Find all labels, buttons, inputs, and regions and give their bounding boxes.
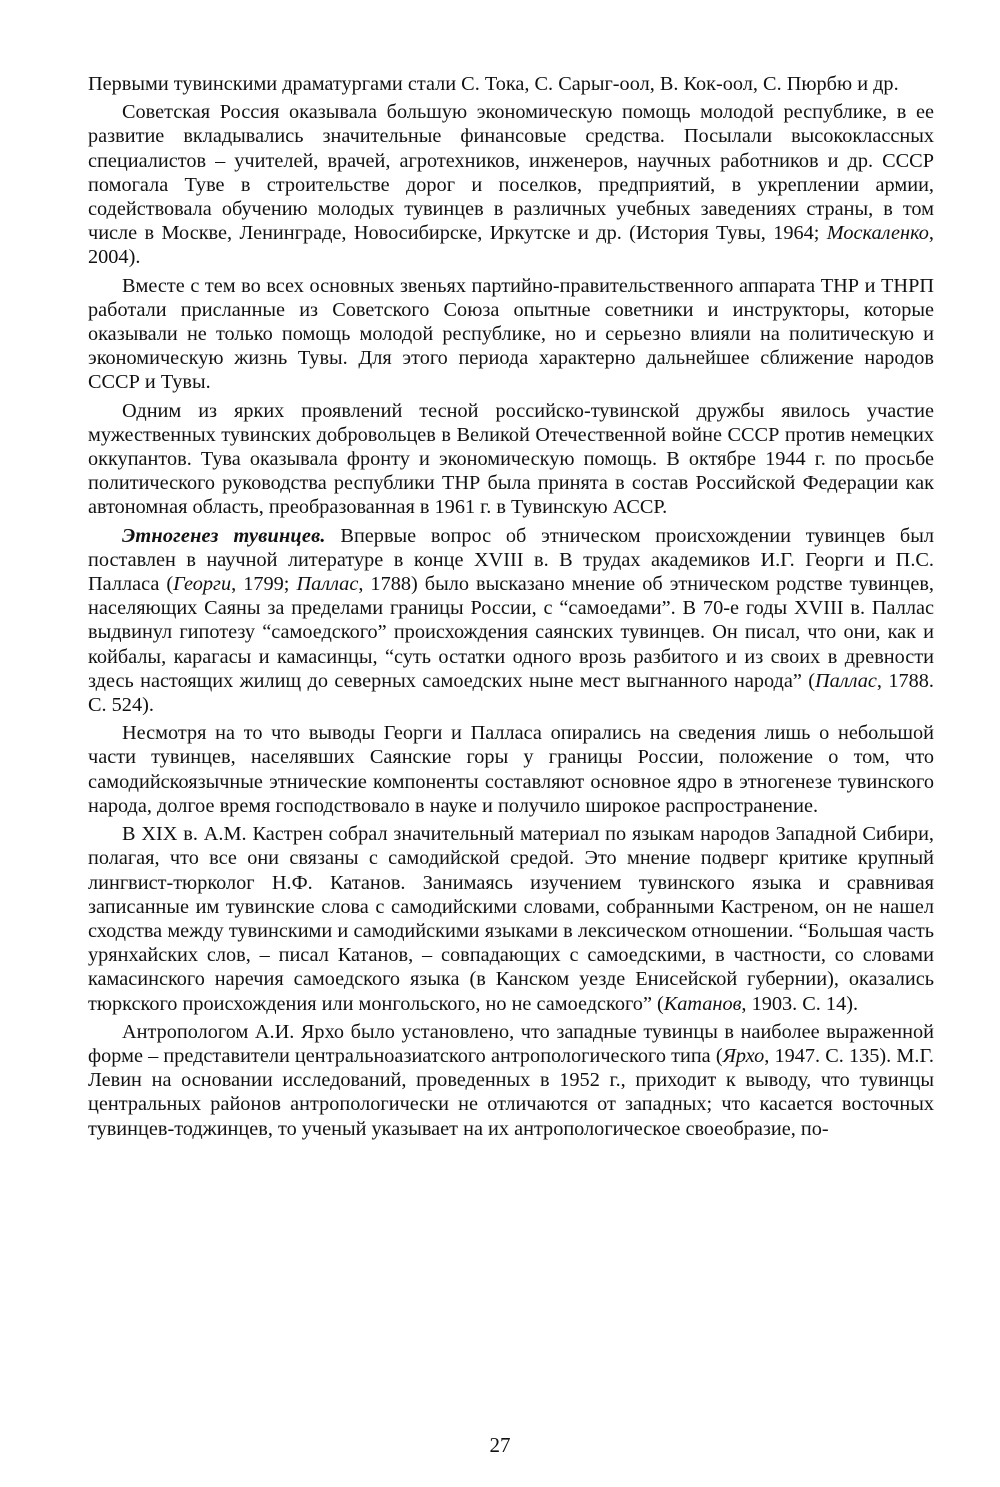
paragraph — [88, 721, 934, 818]
text-run: , 1788. С. 524). — [88, 669, 934, 717]
citation-author: Москаленко — [826, 222, 929, 245]
citation-author: Катанов — [663, 992, 742, 1015]
text-run: Вместе с тем во всех основных звеньях партийно-правительственного аппарата ТНР и ТНРП работали присланные из Советского Союза опытные советники и инструкторы, которые оказывали не только помощь молодой республике, но и серьезно влияли на политическую и экономическую жизнь Тувы. Для этого периода характерно дальнейшее сближение народов СССР и Тувы. — [88, 274, 934, 394]
text-run: Одним из ярких проявлений тесной российско-тувинской дружбы явилось участие мужественных тувинских добровольцев в Великой Отечественной войне СССР против немецких оккупантов. Тува оказывала фронту и экономическую помощь. В октябре 1944 г. по просьбе политического руководства республики ТНР была принята в состав Российской Федерации как автономная область, преобразованная в 1961 г. в Тувинскую АССР. — [88, 399, 934, 519]
paragraph — [88, 399, 934, 520]
page-number: 27 — [489, 1433, 511, 1457]
text-run: Антропологом А.И. Ярхо было установлено, что западные тувинцы в наиболее выраженной форме – представители центральноазиатского антропологического типа ( — [88, 1020, 934, 1067]
text-run: Впервые вопрос об этническом происхождении тувинцев был поставлен в научной литературе в конце XVIII в. В трудах академиков И.Г. Георги и П.С. Палласа ( — [88, 524, 934, 596]
text-run: , 1799; — [231, 573, 297, 596]
section-heading: Этногенез тувинцев. — [122, 524, 326, 547]
citation-author: Паллас — [296, 573, 359, 596]
paragraph — [88, 100, 934, 269]
paragraph — [88, 822, 934, 1016]
paragraph — [88, 72, 934, 96]
paragraph — [88, 274, 934, 395]
text-run: Несмотря на то что выводы Георги и Палласа опирались на сведения лишь о небольшой части тувинцев, населявших Саянские горы у границы России, положение о том, что самодийскоязычные этнические компоненты составляют основное ядро в этногенезе тувинского народа, долгое время господствовало в науке и получило широкое распространение. — [88, 722, 934, 817]
citation-author: Георги — [173, 573, 232, 596]
citation-author: Ярхо — [722, 1044, 765, 1067]
paragraph — [88, 524, 934, 718]
citation-author: Паллас — [815, 669, 877, 692]
text-run: В XIX в. А.М. Кастрен собрал значительный материал по языкам народов Западной Сибири, полагая, что все они связаны с самодийской средой. Это мнение подверг критике крупный лингвист-тюрколог Н.Ф. Катанов. Занимаясь изучением тувинского языка и сравнивая записанные им тувинские слова с самодийскими словами, собранными Кастреном, он не нашел сходства между тувинскими и самодийскими языками в лексическом отношении. “Большая часть урянхайских слов, – писал Катанов, – совпадающих с самоедскими, в частности, со словами камасинского наречия самоедского языка (в Канском уезде Енисейской губернии), оказались тюркского происхождения или монгольского, но не самоедского” ( — [88, 823, 934, 1015]
text-run: Первыми тувинскими драматургами стали С. Тока, С. Сарыг-оол, В. Кок-оол, С. Пюрбю и др. — [88, 73, 899, 95]
page-body — [88, 72, 934, 1145]
paragraph — [88, 1020, 934, 1141]
text-run: , 2004). — [88, 222, 934, 269]
text-run: Советская Россия оказывала большую экономическую помощь молодой республике, в ее развитие вкладывались значительные финансовые средства. Посылали высококлассных специалистов – учителей, врачей, агротехников, инженеров, научных работников и др. СССР помогала Туве в строительстве дорог и поселков, предприятий, в укреплении армии, содействовала обучению молодых тувинцев в различных учебных заведениях страны, в том числе в Москве, Ленинграде, Новосибирске, Иркутске и др. (История Тувы, 1964; — [88, 101, 934, 245]
text-run: , 1903. С. 14). — [741, 992, 859, 1015]
text-run: , 1947. С. 135). М.Г. Левин на основании исследований, проведенных в 1952 г., приходит к выводу, что тувинцы центральных районов антропологически не отличаются от западных; что касается восточных тувинцев-тоджинцев, то ученый указывает на их антропологическое своеобразие, по- — [88, 1044, 934, 1140]
text-run: , 1788) было высказано мнение об этническом родстве тувинцев, населяющих Саяны за пределами границы России, с “самоедами”. В 70-е годы XVIII в. Паллас выдвинул гипотезу “самоедского” происхождения саянских тувинцев. Он писал, что они, как и койбалы, карагасы и камасинцы, “суть остатки одного врозь разбитого и из своих в древности здесь настоящих жилищ до северных самоедских ныне мест выгнанного народа” ( — [88, 573, 934, 692]
